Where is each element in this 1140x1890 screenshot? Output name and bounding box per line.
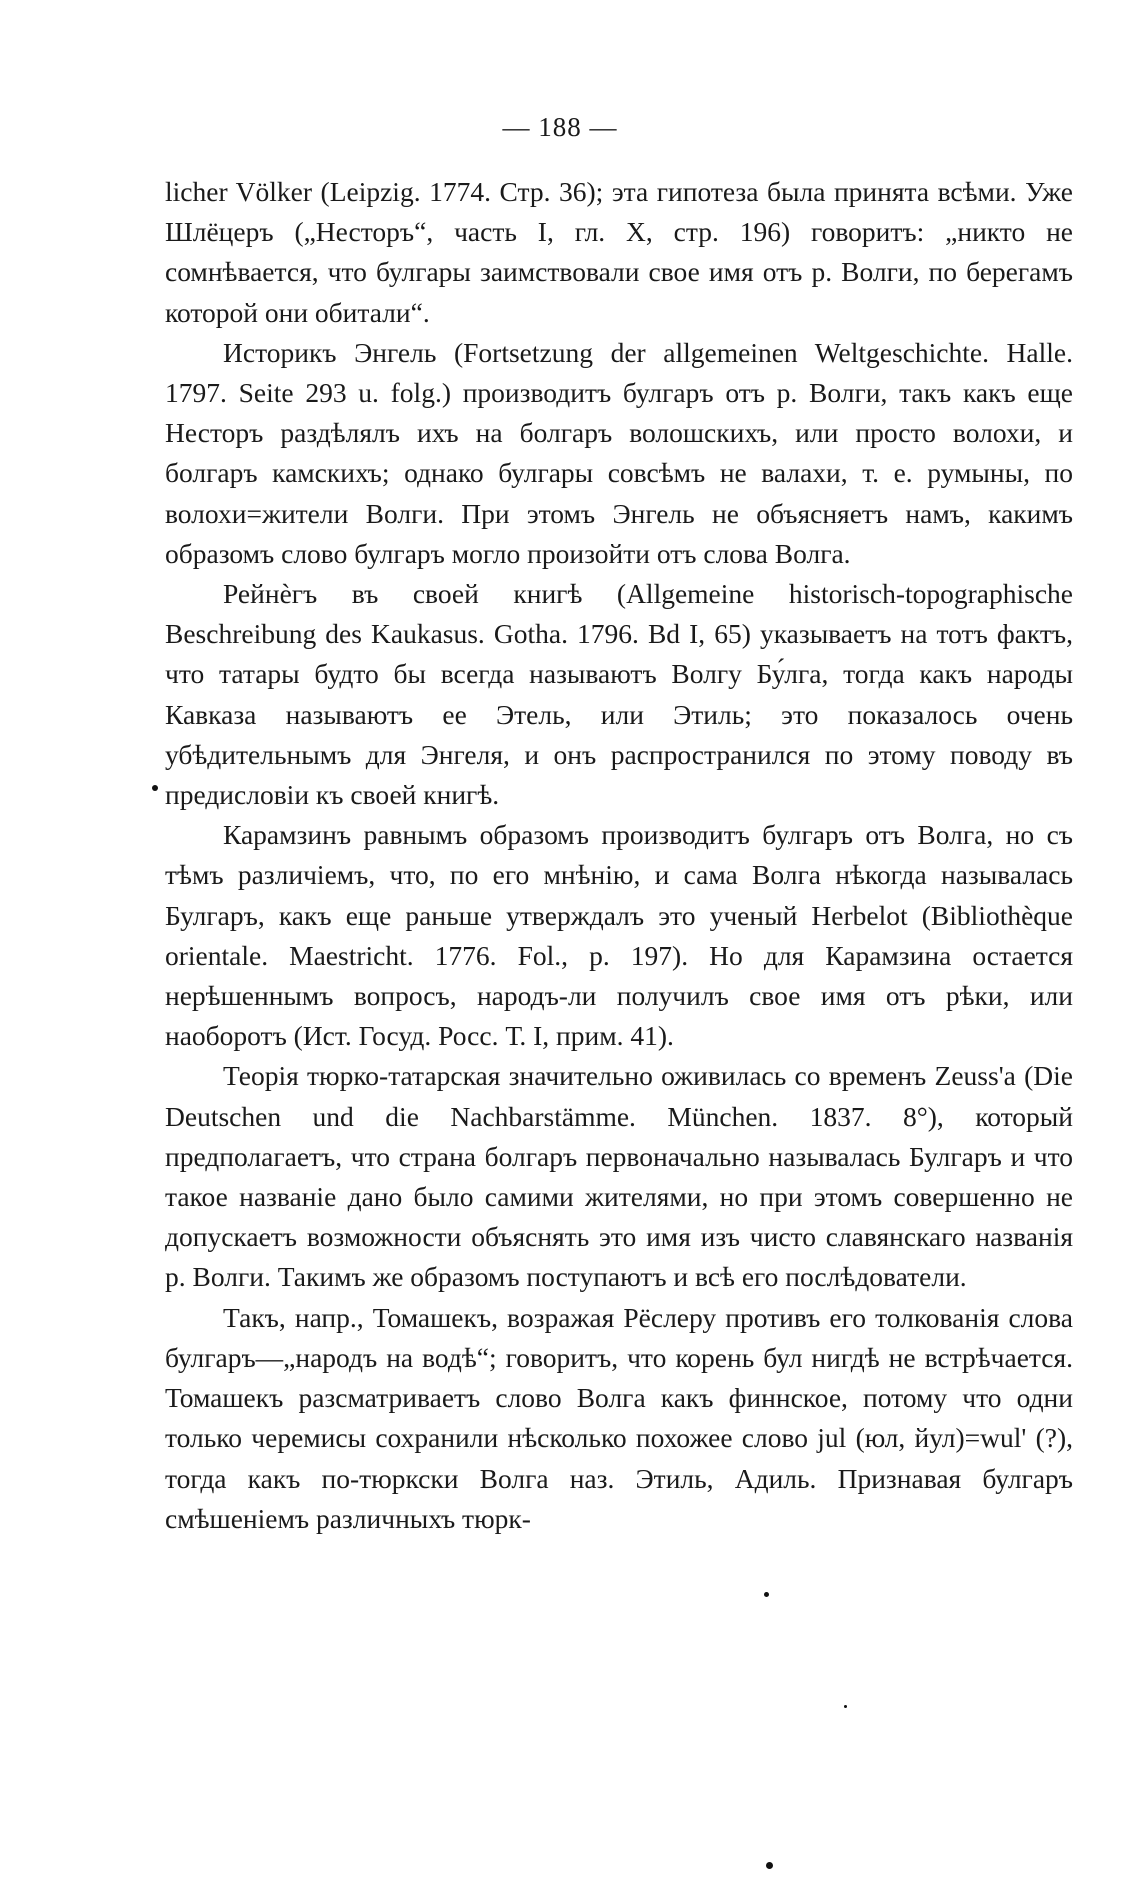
paragraph: Теорія тюрко-татарская значительно оживилась со временъ Zeuss'a (Die Deutschen und die Nachbarstämme. München. 1837. 8°), который предполагаетъ, что страна болгаръ первоначально называлась Булгаръ и что такое названіе дано было самими жителями, но при этомъ совершенно не допускаетъ возможности объяснять это имя изъ чисто славянскаго названія р. Волги. Такимъ же образомъ поступаютъ и всѣ его послѣдователи.	[165, 1060, 1073, 1293]
scan-speck	[844, 1705, 847, 1708]
paragraph: Карамзинъ равнымъ образомъ производитъ булгаръ отъ Волга, но съ тѣмъ различіемъ, что, по его мнѣнію, и сама Волга нѣкогда называлась Булгаръ, какъ еще раньше утверждалъ это ученый Herbelot (Bibliothèque orientale. Maestricht. 1776. Fol., p. 197). Но для Карамзина остается нерѣшеннымъ вопросъ, народъ-ли получилъ свое имя отъ рѣки, или наоборотъ (Ист. Госуд. Росс. Т. I, прим. 41).	[165, 819, 1073, 1052]
paragraph: Рейнèгъ въ своей книгѣ (Allgemeine historisch-topographische Beschreibung des Kaukasus. Gotha. 1796. Bd I, 65) указываетъ на тотъ фактъ, что татары будто бы всегда называютъ Волгу Бу́лга, тогда какъ народы Кавказа называютъ ее Этель, или Этиль; это показалось очень убѣдительнымъ для Энгеля, и онъ распространился по этому поводу въ предисловіи къ своей книгѣ.	[165, 578, 1073, 811]
paragraph: Историкъ Энгель (Fortsetzung der allgemeinen Weltgeschichte. Halle. 1797. Seite 293 u. folg.) производитъ булгаръ отъ р. Волги, такъ какъ еще Несторъ раздѣлялъ ихъ на болгаръ волошскихъ, или просто волохи, и болгаръ камскихъ; однако булгары совсѣмъ не валахи, т. е. румыны, по волохи=жители Волги. При этомъ Энгель не объясняетъ намъ, какимъ образомъ слово булгаръ могло произойти отъ слова Волга.	[165, 336, 1073, 569]
scan-speck	[152, 785, 158, 791]
scan-speck	[766, 1862, 773, 1869]
page-number: — 188 —	[502, 112, 618, 142]
body-text	[165, 172, 1073, 1539]
paragraph: licher Völker (Leipzig. 1774. Стр. 36); эта гипотеза была принята всѣми. Уже Шлёцеръ („Несторъ“, часть I, гл. X, стр. 196) говоритъ: „никто не сомнѣвается, что булгары заимствовали свое имя отъ р. Волги, по берегамъ которой они обитали“.	[165, 176, 1073, 328]
scan-speck	[764, 1592, 769, 1597]
paragraph: Такъ, напр., Томашекъ, возражая Рёслеру противъ его толкованія слова булгаръ—„народъ на водѣ“; говоритъ, что корень бул нигдѣ не встрѣчается. Томашекъ разсматриваетъ слово Волга какъ финнское, потому что одни только черемисы сохранили нѣсколько похожее слово jul (юл, йул)=wul' (?), тогда какъ по-тюркски Волга наз. Этиль, Адиль. Признавая булгаръ смѣшеніемъ различныхъ тюрк-	[165, 1301, 1073, 1534]
